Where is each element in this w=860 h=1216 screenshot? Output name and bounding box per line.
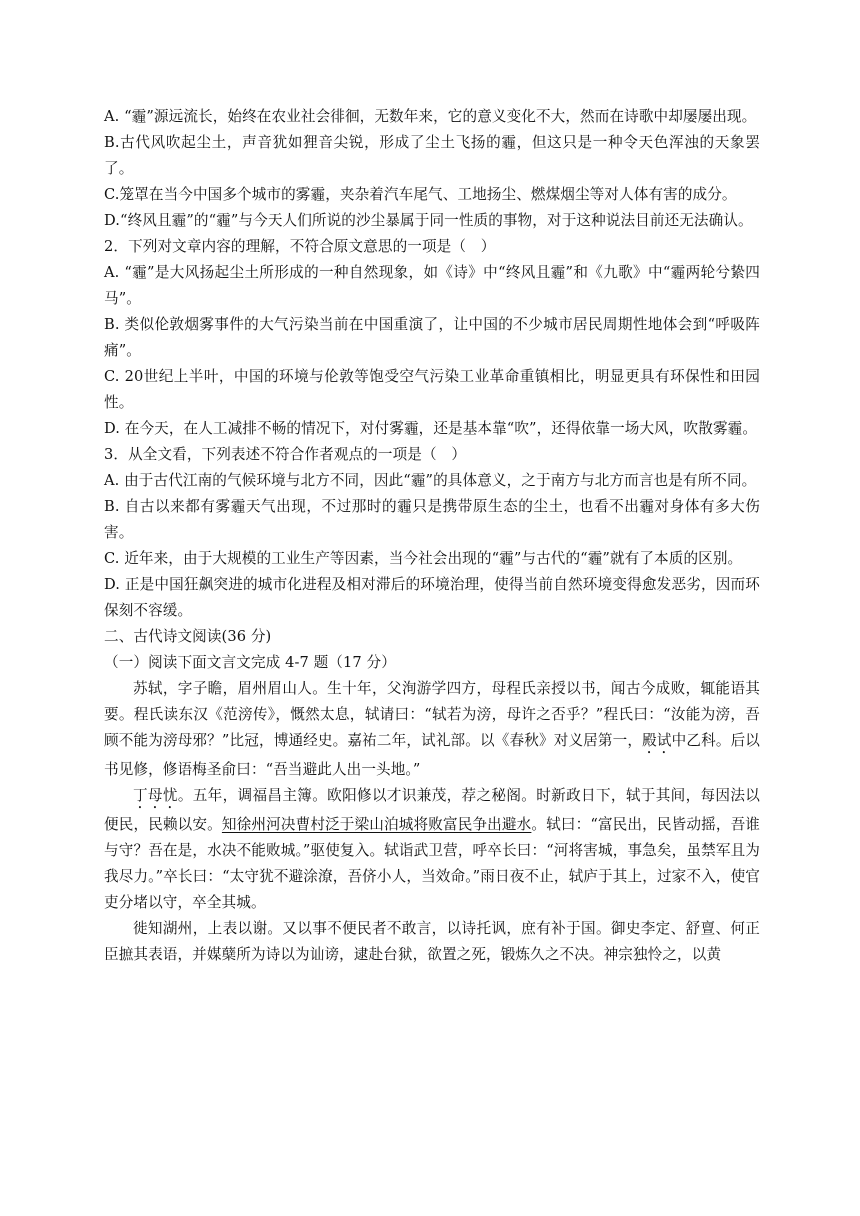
q2-stem: 2．下列对文章内容的理解，不符合原文意思的一项是（ ）	[104, 238, 496, 255]
para1-text-a: 苏轼，字子瞻，眉州眉山人。生十年，父洵游学四方，母程氏亲授以书，闻古今成败，辄能语其要。程氏读东汉《范滂传》，慨然太息，轼请曰：“轼若为滂，母许之否乎？”程氏曰：“汝能为滂，吾顾不能为滂母邪？”比冠，博通经史。嘉祐二年，试礼部。以《春秋》对义居第一，	[104, 680, 760, 749]
q2-option-c: C. 20世纪上半叶，中国的环境与伦敦等饱受空气污染工业革命重镇相比，明显更具有环保性和田园性。	[104, 368, 760, 411]
q3-option-b: B. 自古以来都有雾霾天气出现，不过那时的霾只是携带原生态的尘土，也看不出霾对身体有多大伤害。	[104, 498, 760, 541]
q3-option-d: D. 正是中国狂飙突进的城市化进程及相对滞后的环境治理，使得当前自然环境变得愈发恶劣，因而环保刻不容缓。	[104, 576, 760, 619]
q3-option-c: C. 近年来，由于大规模的工业生产等因素，当今社会出现的“霾”与古代的“霾”就有了本质的区别。	[104, 550, 743, 567]
para2-underlined-sentence: 知徐州河决曹村泛于梁山泊城将败富民争出避水	[221, 816, 532, 833]
q3-option-a: A. 由于古代江南的气候环境与北方不同，因此“霾”的具体意义，之于南方与北方而言也是有所不同。	[104, 472, 757, 489]
q1-option-a: A. “霾”源远流长，始终在农业社会徘徊，无数年来，它的意义变化不大，然而在诗歌中却屡屡出现。	[104, 108, 757, 125]
subsection-title: （一）阅读下面文言文完成 4-7 题（17 分）	[104, 654, 396, 671]
document-page	[104, 104, 760, 968]
passage-paragraph-2	[104, 783, 760, 916]
q1-option-c: C.笼罩在当今中国多个城市的雾霾，夹杂着汽车尾气、工地扬尘、燃煤烟尘等对人体有害的成分。	[104, 186, 737, 203]
passage-paragraph-1	[104, 676, 760, 783]
para1-dotted-word: 殿试	[642, 732, 672, 749]
para1-text-b: 中乙科。后以书见修，修语梅圣俞曰：“吾当避此人出一头地。”	[104, 732, 761, 778]
para2-dotted-word: 丁母忧	[133, 787, 178, 804]
q1-option-b: B.古代风吹起尘土，声音犹如狸音尖锐，形成了尘土飞扬的霾，但这只是一种令天色浑浊的天象罢了。	[104, 134, 760, 177]
q1-option-d: D.“终风且霾”的“霾”与今天人们所说的沙尘暴属于同一性质的事物，对于这种说法目前还无法确认。	[104, 212, 753, 229]
section-title: 二、古代诗文阅读(36 分)	[104, 628, 272, 645]
q3-stem: 3．从全文看，下列表述不符合作者观点的一项是（ ）	[104, 446, 467, 463]
para2-text-a: 。五年，调福昌主簿。欧阳修以才识兼茂，荐之秘阁。时新政日下，轼于其间，每因法以便民，民赖以安。	[104, 787, 760, 833]
q2-option-a: A. “霾”是大风扬起尘土所形成的一种自然现象，如《诗》中“终风且霾”和《九歌》中“霾两轮兮絷四马”。	[104, 264, 760, 307]
q2-option-b: B. 类似伦敦烟雾事件的大气污染当前在中国重演了，让中国的不少城市居民周期性地体会到“呼吸阵痛”。	[104, 316, 760, 359]
para2-text-b: 。轼曰：“富民出，民皆动摇，吾谁与守？吾在是，水决不能败城。”驱使复入。轼诣武卫营，呼卒长曰：“河将害城，事急矣，虽禁军且为我尽力。”卒长曰：“太守犹不避涂潦，吾侪小人，当效命。”雨日夜不止，轼庐于其上，过家不入，使官吏分堵以守，卒全其城。	[104, 816, 761, 911]
passage-paragraph-3: 徙知湖州，上表以谢。又以事不便民者不敢言，以诗托讽，庶有补于国。御史李定、舒亶、何正臣摭其表语，并媒蘖所为诗以为讪谤，逮赴台狱，欲置之死，锻炼久之不决。神宗独怜之，以黄	[104, 920, 760, 963]
q2-option-d: D. 在今天，在人工减排不畅的情况下，对付雾霾，还是基本靠“吹”，还得依靠一场大风，吹散雾霾。	[104, 420, 758, 437]
